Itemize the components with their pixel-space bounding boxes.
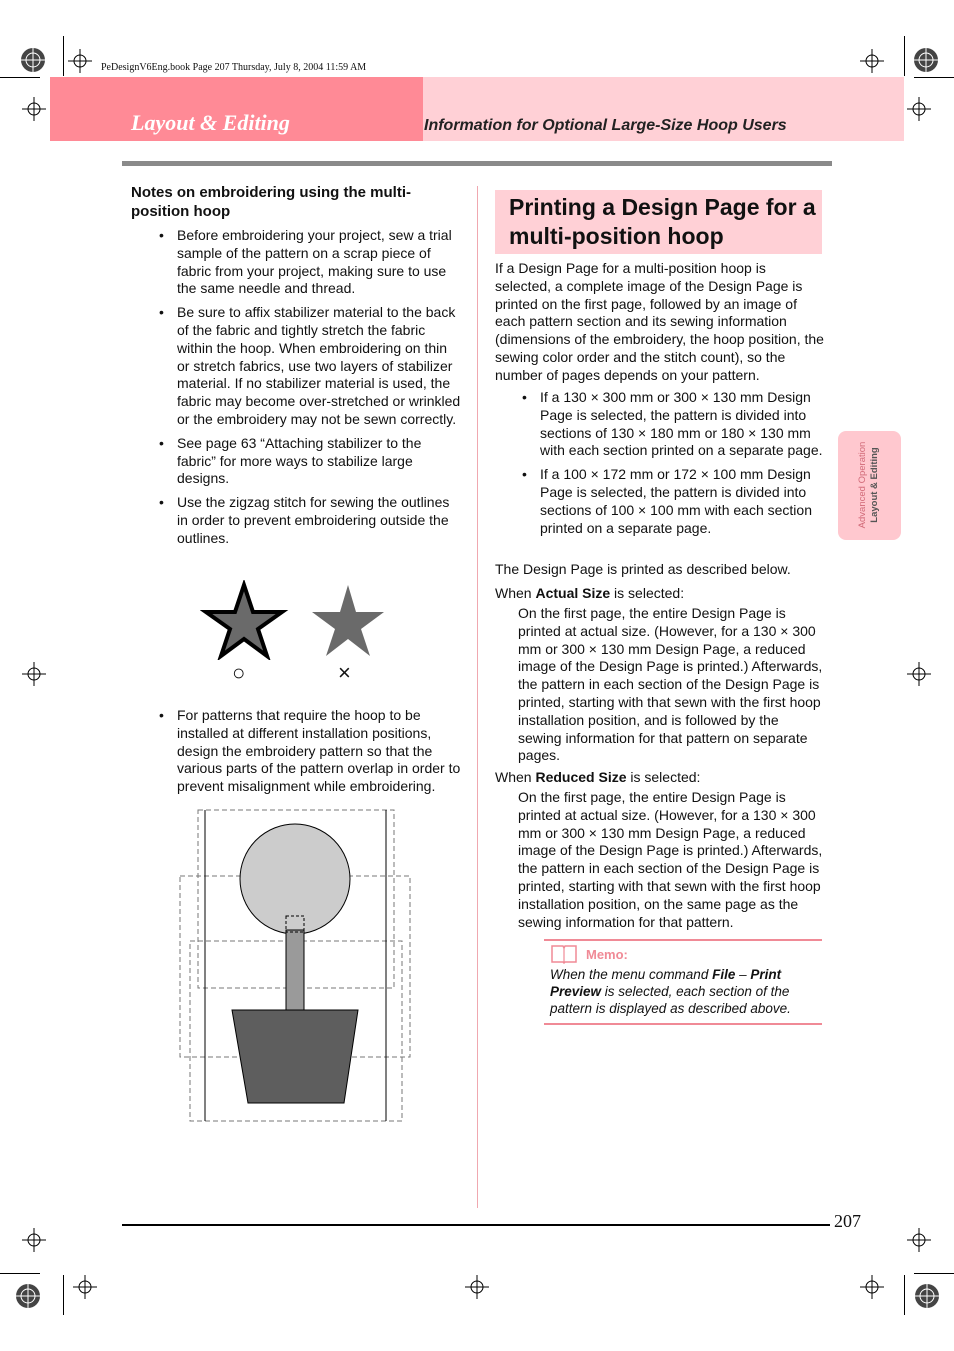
list-item: • Before embroidering your project, sew a trial sample of the pattern on a scrap piece of fabric from your project, making sure to use the same needle and thread. (155, 227, 461, 298)
crosshair-icon (22, 1228, 46, 1252)
correct-mark: ○ (232, 660, 246, 685)
intro-paragraph: If a Design Page for a multi-position hoop is selected, a complete image of the Design Page is printed on the first page, followed by an image of each pattern section and its sewing information (dimensions of the embroidery, the hoop position, the sewing color order and the stitch count), so the number of pages depends on your pattern. (495, 260, 824, 383)
crosshair-icon (907, 97, 931, 121)
crop-mark (63, 36, 64, 76)
bottom-rule (122, 1224, 830, 1226)
list-item: • Use the zigzag stitch for sewing the outlines in order to prevent embroidering outside the outlines. (155, 494, 461, 547)
star-comparison-figure (200, 580, 390, 660)
crop-mark (0, 77, 40, 78)
outlined-star (206, 585, 282, 656)
tree-trunk (286, 930, 304, 1010)
print-info: PeDesignV6Eng.book Page 207 Thursday, July 8, 2004 11:59 AM (101, 62, 367, 73)
top-rule (122, 161, 832, 166)
registration-target-icon (913, 1282, 941, 1310)
notes-list-continued (155, 707, 461, 802)
crop-mark (63, 1275, 64, 1315)
reduced-size-term: Reduced Size (535, 769, 627, 785)
crosshair-icon (465, 1275, 489, 1299)
side-tab-chapter: Layout & Editing (869, 447, 880, 523)
crop-mark (904, 36, 905, 76)
flower-pot (232, 1010, 358, 1103)
list-item: • See page 63 “Attaching stabilizer to the fabric” for more ways to stabilize large designs. (155, 435, 461, 488)
crosshair-icon (22, 662, 46, 686)
book-icon (550, 944, 578, 964)
tree-crown (240, 824, 350, 934)
crop-mark (0, 1273, 40, 1274)
section-size-list (518, 389, 824, 543)
crosshair-icon (860, 1275, 884, 1299)
crop-mark (914, 1273, 954, 1274)
header-title: Layout & Editing (131, 110, 290, 135)
registration-target-icon (14, 1282, 42, 1310)
page-number: 207 (834, 1211, 861, 1231)
list-item: • If a 130 × 300 mm or 300 × 130 mm Design Page is selected, the pattern is divided into sections of 130 × 180 mm or 180 × 130 mm with each section printed on a separate page. (518, 389, 824, 460)
plain-star (312, 585, 384, 656)
crosshair-icon (907, 1228, 931, 1252)
section-heading: Notes on embroidering using the multi-position hoop (131, 184, 412, 220)
actual-size-term: Actual Size (535, 585, 611, 601)
page-title: Printing a Design Page for a multi-position hoop (509, 194, 816, 249)
memo-text: When the menu command File – Print Preview is selected, each section of the pattern is displayed as described above. (550, 967, 791, 1016)
crosshair-icon (22, 97, 46, 121)
list-item: • For patterns that require the hoop to be installed at different installation positions, design the embroidery pattern so that the various parts of the pattern overlap in order to prevent misalignment while embroidering. (155, 707, 461, 796)
registration-target-icon (912, 46, 940, 74)
registration-target-icon (19, 46, 47, 74)
incorrect-mark: × (338, 660, 351, 685)
side-tab-section: Advanced Operation (857, 441, 868, 529)
reduced-size-description: On the first page, the entire Design Page is printed at actual size. (However, for a 130 × 300 mm or 300 × 130 mm Design Page, a reduced image of the Design Page is printed.) Afterwards, the pattern in each section of the Design Page is printed, starting with that sewn with the first hoop installation position, on the same page as the sewing information for that pattern. (518, 789, 823, 930)
printed-as-text: The Design Page is printed as described below. (495, 561, 791, 577)
column-divider (477, 186, 478, 1208)
memo-label: Memo: (586, 947, 628, 962)
actual-size-label: When Actual Size is selected: (495, 585, 685, 601)
notes-list (155, 227, 461, 554)
crosshair-icon (860, 49, 884, 73)
crosshair-icon (68, 49, 92, 73)
actual-size-description: On the first page, the entire Design Page is printed at actual size. (However, for a 130 × 300 mm or 300 × 130 mm Design Page, a reduced image of the Design Page is printed.) Afterwards, the pattern in each section of the Design Page is printed, starting with that sewn with the first hoop installation position, and is followed by the sewing information for that pattern on separate pages. (518, 605, 823, 764)
list-item: • If a 100 × 172 mm or 172 × 100 mm Design Page is selected, the pattern is divided into sections of 100 × 100 mm with each section printed on a separate page. (518, 466, 824, 537)
crop-mark (904, 1275, 905, 1315)
list-item: • Be sure to affix stabilizer material to the back of the fabric and tightly stretch the fabric within the hoop. When embroidering on thin or stretch fabrics, use two layers of stabilizer material. If no stabilizer material is used, the fabric may become over-stretched or wrinkled or the embroidery may not be sewn correctly. (155, 304, 461, 429)
reduced-size-label: When Reduced Size is selected: (495, 769, 701, 785)
header-subtitle: Information for Optional Large-Size Hoop Users (424, 117, 787, 134)
multi-position-hoop-figure (178, 808, 413, 1124)
crop-mark (914, 77, 954, 78)
crosshair-icon (907, 662, 931, 686)
crosshair-icon (73, 1275, 97, 1299)
